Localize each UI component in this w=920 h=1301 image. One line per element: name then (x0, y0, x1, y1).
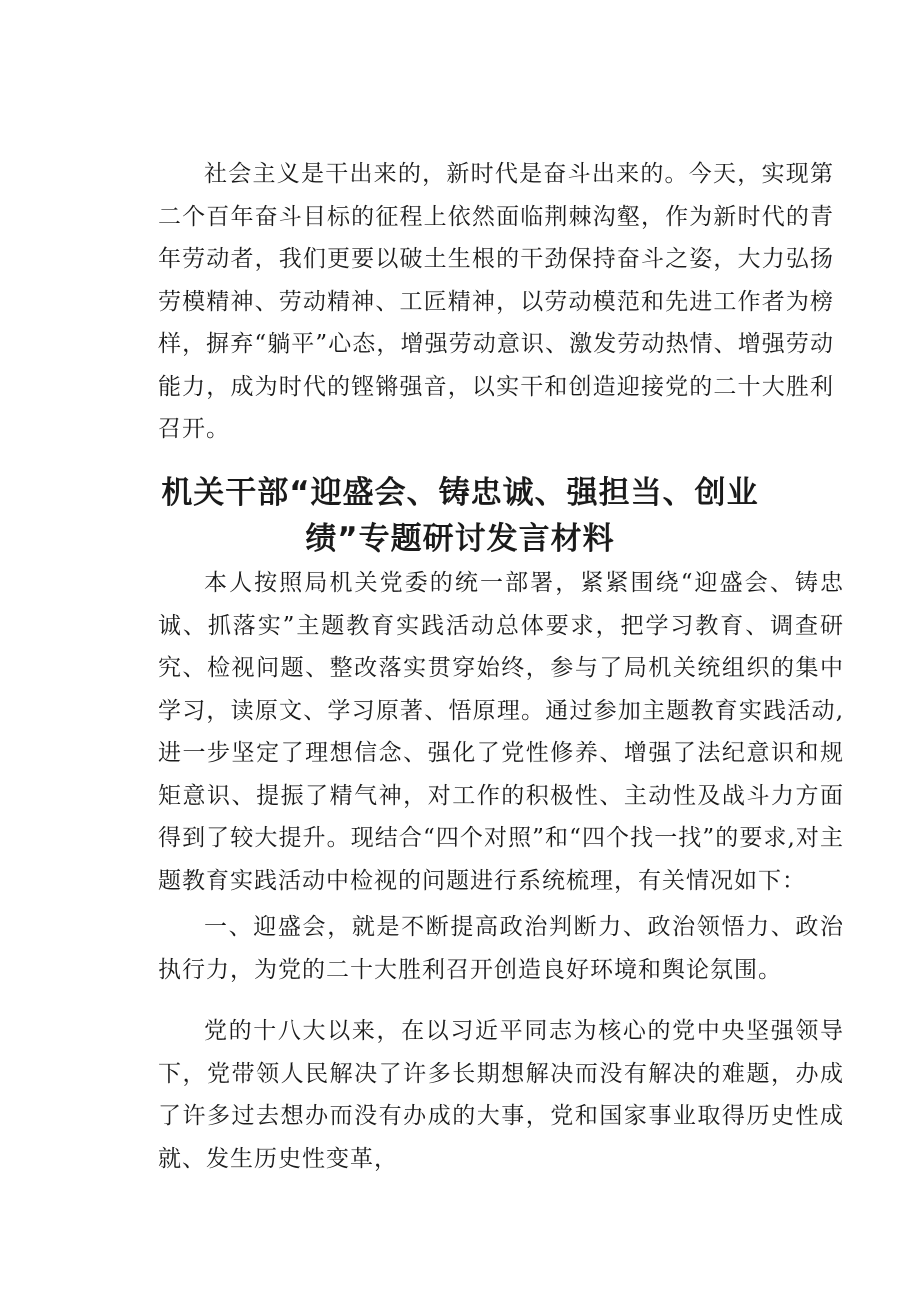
intro-paragraph: 社会主义是干出来的，新时代是奋斗出来的。今天，实现第二个百年奋斗目标的征程上依然面临荆棘沟壑，作为新时代的青年劳动者，我们更要以破土生根的干劲保持奋斗之姿，大力弘扬劳模精神、劳动精神、工匠精神，以劳动模范和先进工作者为榜样，摒弃“躺平”心态，增强劳动意识、激发劳动热情、增强劳动能力，成为时代的铿锵强音，以实干和创造迎接党的二十大胜利召开。 (158, 161, 834, 442)
body-paragraph-1: 本人按照局机关党委的统一部署，紧紧围绕“迎盛会、铸忠诚、抓落实”主题教育实践活动总体要求，把学习教育、调查研究、检视问题、整改落实贯穿始终，参与了局机关统组织的集中学习，读原文、学习原著、悟原理。通过参加主题教育实践活动,进一步坚定了理想信念、强化了党性修养、增强了法纪意识和规矩意识、提振了精气神，对工作的积极性、主动性及战斗力方面得到了较大提升。现结合“四个对照”和“四个找一找”的要求,对主题教育实践活动中检视的问题进行系统梳理，有关情况如下： (158, 570, 844, 894)
document-title: 机关干部“迎盛会、铸忠诚、强担当、创业绩”专题研讨发言材料 (161, 475, 759, 557)
body-paragraph-3: 党的十八大以来，在以习近平同志为核心的党中央坚强领导下，党带领人民解决了许多长期想解决而没有解决的难题，办成了许多过去想办而没有办成的大事，党和国家事业取得历史性成就、发生历史性变革， (158, 1018, 844, 1172)
body-paragraph-2: 一、迎盛会，就是不断提高政治判断力、政治领悟力、政治执行力，为党的二十大胜利召开创造良好环境和舆论氛围。 (158, 914, 844, 983)
